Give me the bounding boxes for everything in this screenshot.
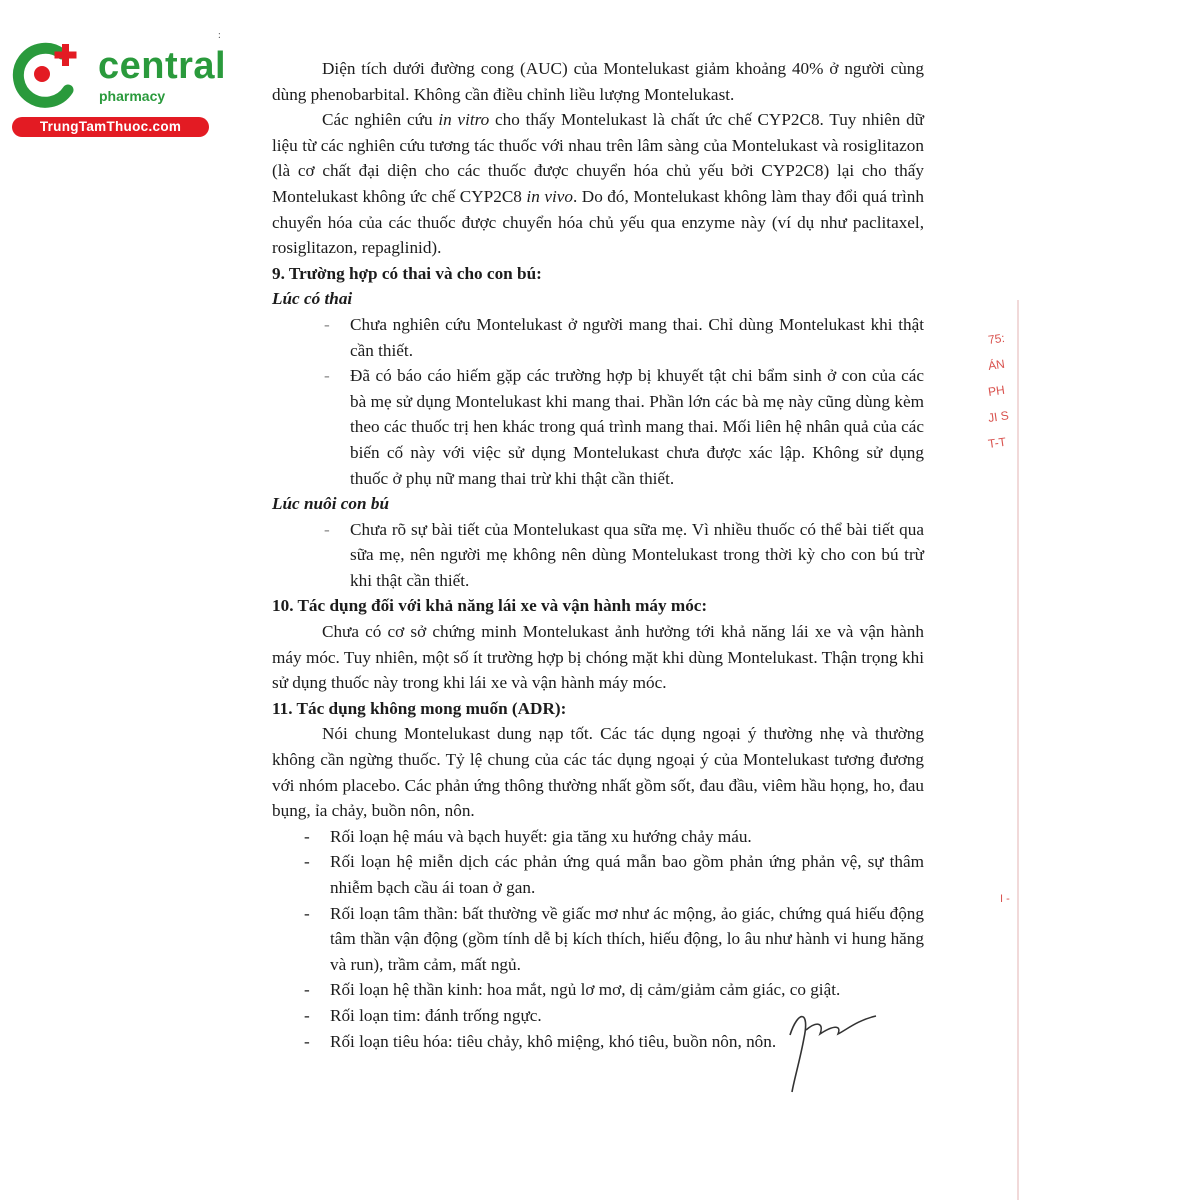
list-item-text: Rối loạn tim: đánh trống ngực.: [330, 1005, 542, 1025]
list-item-text: Rối loạn hệ miễn dịch các phản ứng quá mẫn bao gồm phản ứng phản vệ, sự thâm nhiễm bạch cầu ái toan ở gan.: [330, 852, 924, 897]
stamp-text: JI S: [987, 408, 1010, 426]
dash-marker: -: [304, 980, 310, 1000]
pregnancy-list: [272, 312, 924, 491]
list-item-text: Rối loạn tâm thần: bất thường về giấc mơ như ác mộng, ảo giác, chứng quá hiếu động tâm thần vận động (gồm tính dễ bị kích thích, hiếu động, lo âu như hành vi hung hăng và run), trầm cảm, mất ngủ.: [330, 903, 924, 974]
paragraph-auc: Diện tích dưới đường cong (AUC) của Montelukast giảm khoảng 40% ở người cùng dùng phenobarbital. Không cần điều chỉnh liều lượng Montelukast.: [272, 59, 924, 104]
heading-pregnancy: 9. Trường hợp có thai và cho con bú:: [272, 263, 542, 283]
nursing-list: [272, 517, 924, 594]
subheading-pregnancy: Lúc có thai: [272, 289, 353, 309]
dash-marker: -: [304, 903, 310, 923]
central-pharmacy-logo: [10, 38, 225, 138]
text-span: cho thấy Montelukast là chất ức chế CYP2C8. Tuy nhiên dữ liệu từ các nghiên cứu tương tác thuốc với nhau trên lâm sàng của Montelukast và rosiglitazon (là cơ chất đại diện cho các thuốc được chuyển hóa chủ yếu bởi CYP2C8) lại cho thấy Montelukast không ức chế CYP2C8: [272, 110, 924, 206]
dash-marker: -: [304, 852, 310, 872]
list-item-text: Chưa rõ sự bài tiết của Montelukast qua sữa mẹ. Vì nhiều thuốc có thể bài tiết qua sữa mẹ, nên người mẹ không nên dùng Montelukast trong thời kỳ cho con bú trừ khi thật cần thiết.: [350, 519, 924, 590]
text-span: Các nghiên cứu: [322, 110, 439, 130]
list-item: [272, 517, 924, 594]
dash-marker: -: [304, 1031, 310, 1051]
scan-specks: :: [218, 30, 221, 41]
italic-term: in vivo: [526, 186, 573, 206]
subheading-nursing: Lúc nuôi con bú: [272, 494, 389, 514]
central-logo-icon: [10, 40, 90, 108]
handwritten-signature: [780, 990, 890, 1095]
paragraph-adr: Nói chung Montelukast dung nạp tốt. Các tác dụng ngoại ý thường nhẹ và thường không cần ngừng thuốc. Tỷ lệ chung của các tác dụng ngoại ý của Montelukast tương đương với nhóm placebo. Các phản ứng thông thường nhất gồm sốt, đau đầu, viêm hầu họng, ho, đau bụng, ỉa chảy, buồn nôn, nôn.: [272, 724, 924, 821]
italic-term: in vitro: [438, 110, 490, 130]
list-item: [272, 901, 924, 978]
logo-brand-sub: pharmacy: [99, 88, 166, 104]
list-item: [272, 824, 924, 850]
red-stamp-fragment: [988, 325, 1018, 495]
list-item-text: Rối loạn tiêu hóa: tiêu chảy, khô miệng, khó tiêu, buồn nôn, nôn.: [330, 1031, 777, 1051]
dash-marker: -: [324, 519, 330, 539]
stamp-tick: I -: [1000, 893, 1010, 905]
stamp-text: T-T: [987, 434, 1007, 452]
text-span: . Do đó, Montelukast không làm thay đổi quá trình chuyển hóa của các thuốc được chuyển hóa chủ yếu qua enzyme này (ví dụ như paclitaxel, rosiglitazon, repaglinid).: [272, 186, 924, 258]
stamp-text: 75:: [987, 330, 1006, 348]
list-item: [272, 849, 924, 900]
dash-marker: -: [324, 314, 330, 334]
stamp-text: PH: [987, 382, 1006, 400]
logo-brand-name: central: [98, 45, 227, 87]
dash-marker: -: [304, 826, 310, 846]
list-item-text: Rối loạn hệ máu và bạch huyết: gia tăng xu hướng chảy máu.: [330, 826, 752, 846]
list-item-text: Rối loạn hệ thần kinh: hoa mắt, ngủ lơ mơ, dị cảm/giảm cảm giác, co giật.: [330, 980, 841, 1000]
stamp-text: ÁN: [987, 356, 1006, 374]
document-body: [272, 56, 924, 1054]
dash-marker: -: [304, 1005, 310, 1025]
heading-adr: 11. Tác dụng không mong muốn (ADR):: [272, 698, 567, 718]
list-item: [272, 312, 924, 363]
dash-marker: -: [324, 366, 330, 386]
list-item-text: Chưa nghiên cứu Montelukast ở người mang thai. Chỉ dùng Montelukast khi thật cần thiết.: [350, 314, 924, 360]
logo-website: TrungTamThuoc.com: [12, 117, 209, 137]
paragraph-cyp2c8: [272, 107, 924, 261]
list-item-text: Đã có báo cáo hiếm gặp các trường hợp bị khuyết tật chi bẩm sinh ở con của các bà mẹ sử dụng Montelukast khi mang thai. Phần lớn các bà mẹ này cũng dùng kèm theo các thuốc trị hen khác trong quá trình mang thai. Mối liên hệ nhân quả của các biến cố này với việc sử dụng Montelukast chưa được xác lập. Không sử dụng thuốc ở phụ nữ mang thai trừ khi thật cần thiết.: [350, 366, 924, 488]
paragraph-driving: Chưa có cơ sở chứng minh Montelukast ảnh hưởng tới khả năng lái xe và vận hành máy móc. Tuy nhiên, một số ít trường hợp bị chóng mặt khi dùng Montelukast. Thận trọng khi sử dụng thuốc này trong khi lái xe và vận hành máy móc.: [272, 622, 924, 693]
list-item: [272, 363, 924, 491]
heading-driving: 10. Tác dụng đối với khả năng lái xe và vận hành máy móc:: [272, 596, 708, 616]
